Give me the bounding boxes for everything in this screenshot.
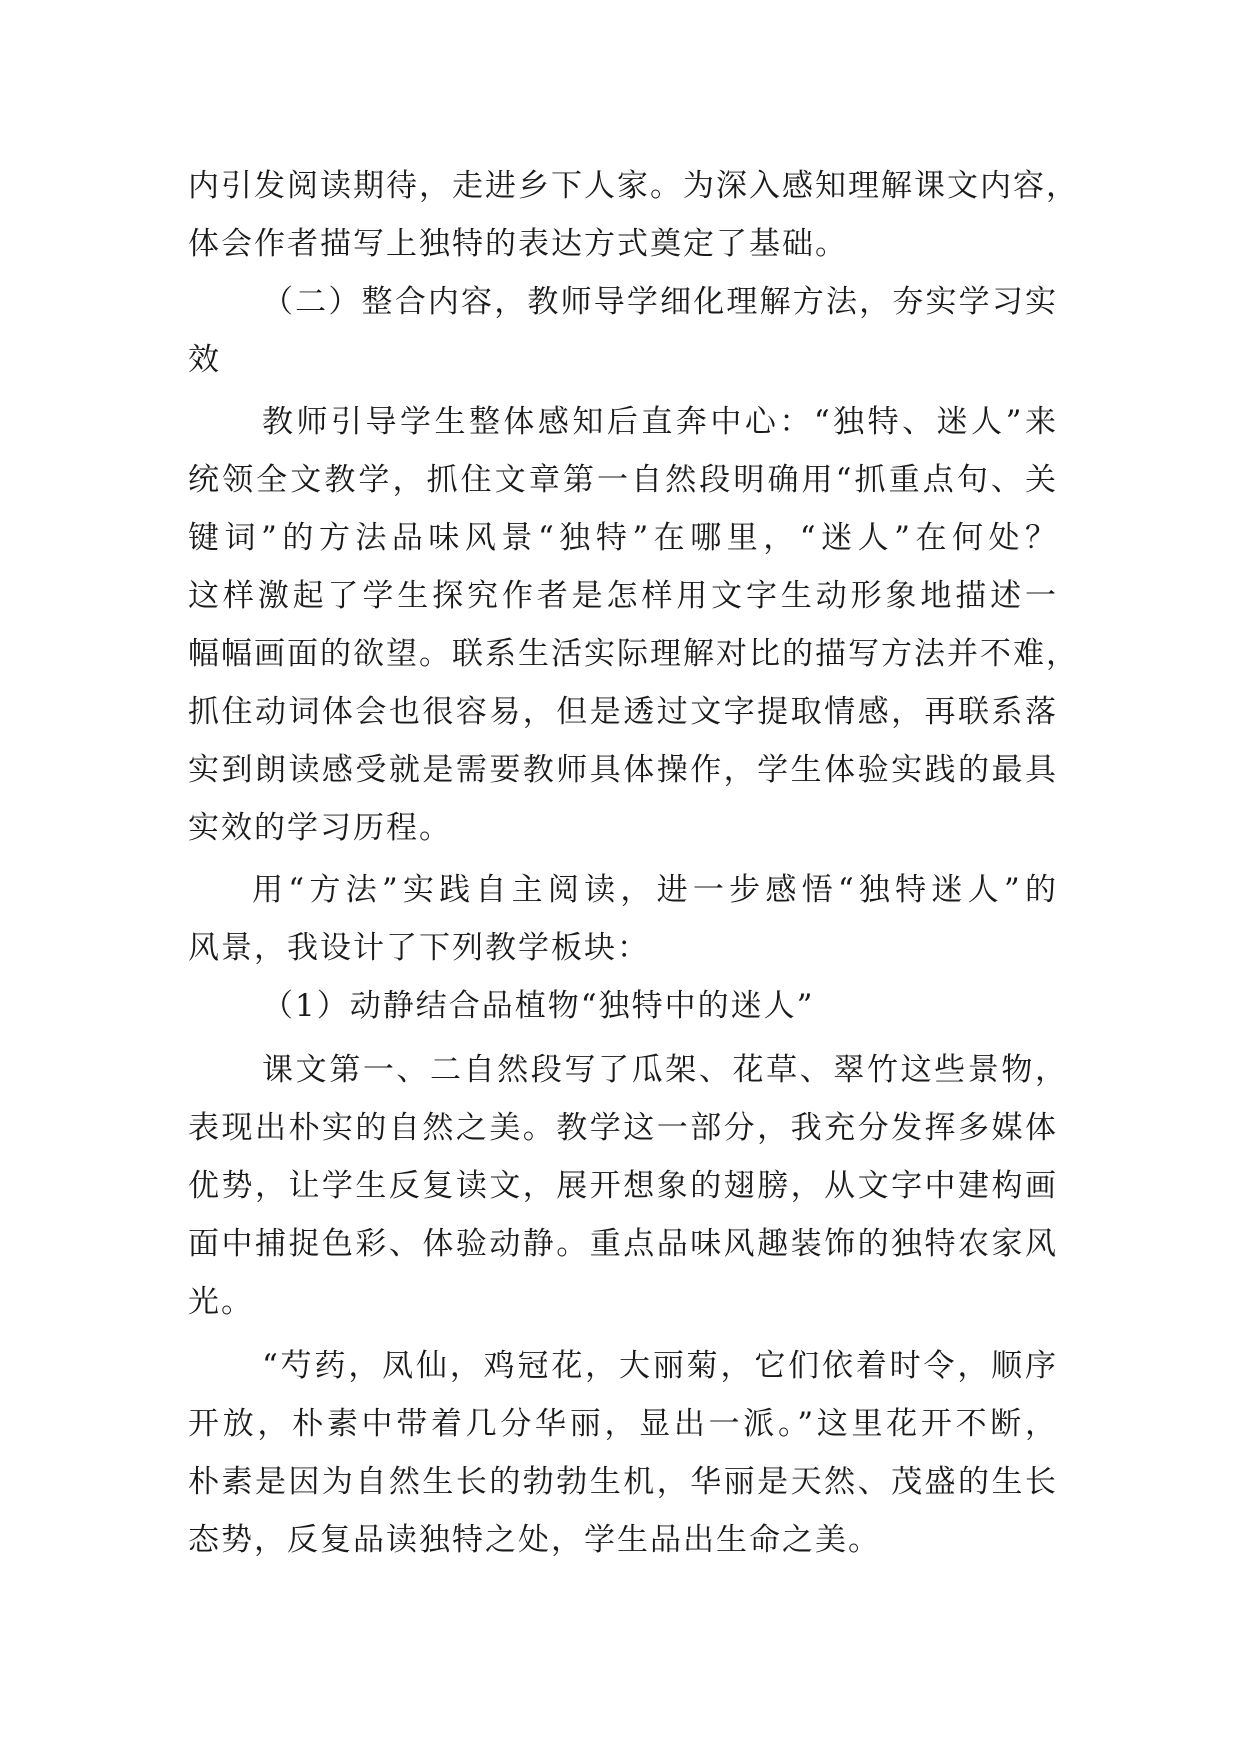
text-line: 表现出朴实的自然之美。教学这一部分，我充分发挥多媒体 (188, 1110, 1058, 1146)
text-line: 这样激起了学生探究作者是怎样用文字生动形象地描述一 (188, 578, 1058, 614)
text-line: 幅幅画面的欲望。联系生活实际理解对比的描写方法并不难， (188, 636, 1079, 672)
text-line: 优势，让学生反复读文，展开想象的翅膀，从文字中建构画 (188, 1168, 1058, 1204)
text-line: 体会作者描写上独特的表达方式奠定了基础。 (188, 226, 848, 262)
text-line: 统领全文教学，抓住文章第一自然段明确用“抓重点句、关 (188, 462, 1058, 498)
text-line: 教师引导学生整体感知后直奔中心：“独特、迷人”来 (262, 404, 1058, 440)
text-line: 键词”的方法品味风景“独特”在哪里，“迷人”在何处？ (188, 520, 1058, 556)
section-heading-continuation: 效 (188, 342, 221, 378)
text-line: 内引发阅读期待，走进乡下人家。为深入感知理解课文内容， (188, 168, 1079, 204)
text-line: 朴素是因为自然生长的勃勃生机，华丽是天然、茂盛的生长 (188, 1464, 1058, 1500)
text-line: 开放，朴素中带着几分华丽，显出一派。”这里花开不断， (188, 1406, 1058, 1442)
text-line: 实效的学习历程。 (188, 810, 452, 846)
text-line: “芍药，凤仙，鸡冠花，大丽菊，它们依着时令，顺序 (262, 1348, 1058, 1384)
text-line: 课文第一、二自然段写了瓜架、花草、翠竹这些景物， (262, 1052, 1068, 1088)
text-line: 用“方法”实践自主阅读，进一步感悟“独特迷人”的 (252, 872, 1058, 908)
text-line: 面中捕捉色彩、体验动静。重点品味风趣装饰的独特农家风 (188, 1226, 1058, 1262)
subsection-heading: （1）动静结合品植物“独特中的迷人” (262, 988, 815, 1024)
text-line: 风景，我设计了下列教学板块： (188, 930, 650, 966)
section-heading: （二）整合内容，教师导学细化理解方法，夯实学习实 (262, 284, 1058, 320)
text-line: 实到朗读感受就是需要教师具体操作，学生体验实践的最具 (188, 752, 1058, 788)
text-line: 抓住动词体会也很容易，但是透过文字提取情感，再联系落 (188, 694, 1058, 730)
text-line: 光。 (188, 1284, 254, 1320)
text-line: 态势，反复品读独特之处，学生品出生命之美。 (188, 1522, 881, 1558)
